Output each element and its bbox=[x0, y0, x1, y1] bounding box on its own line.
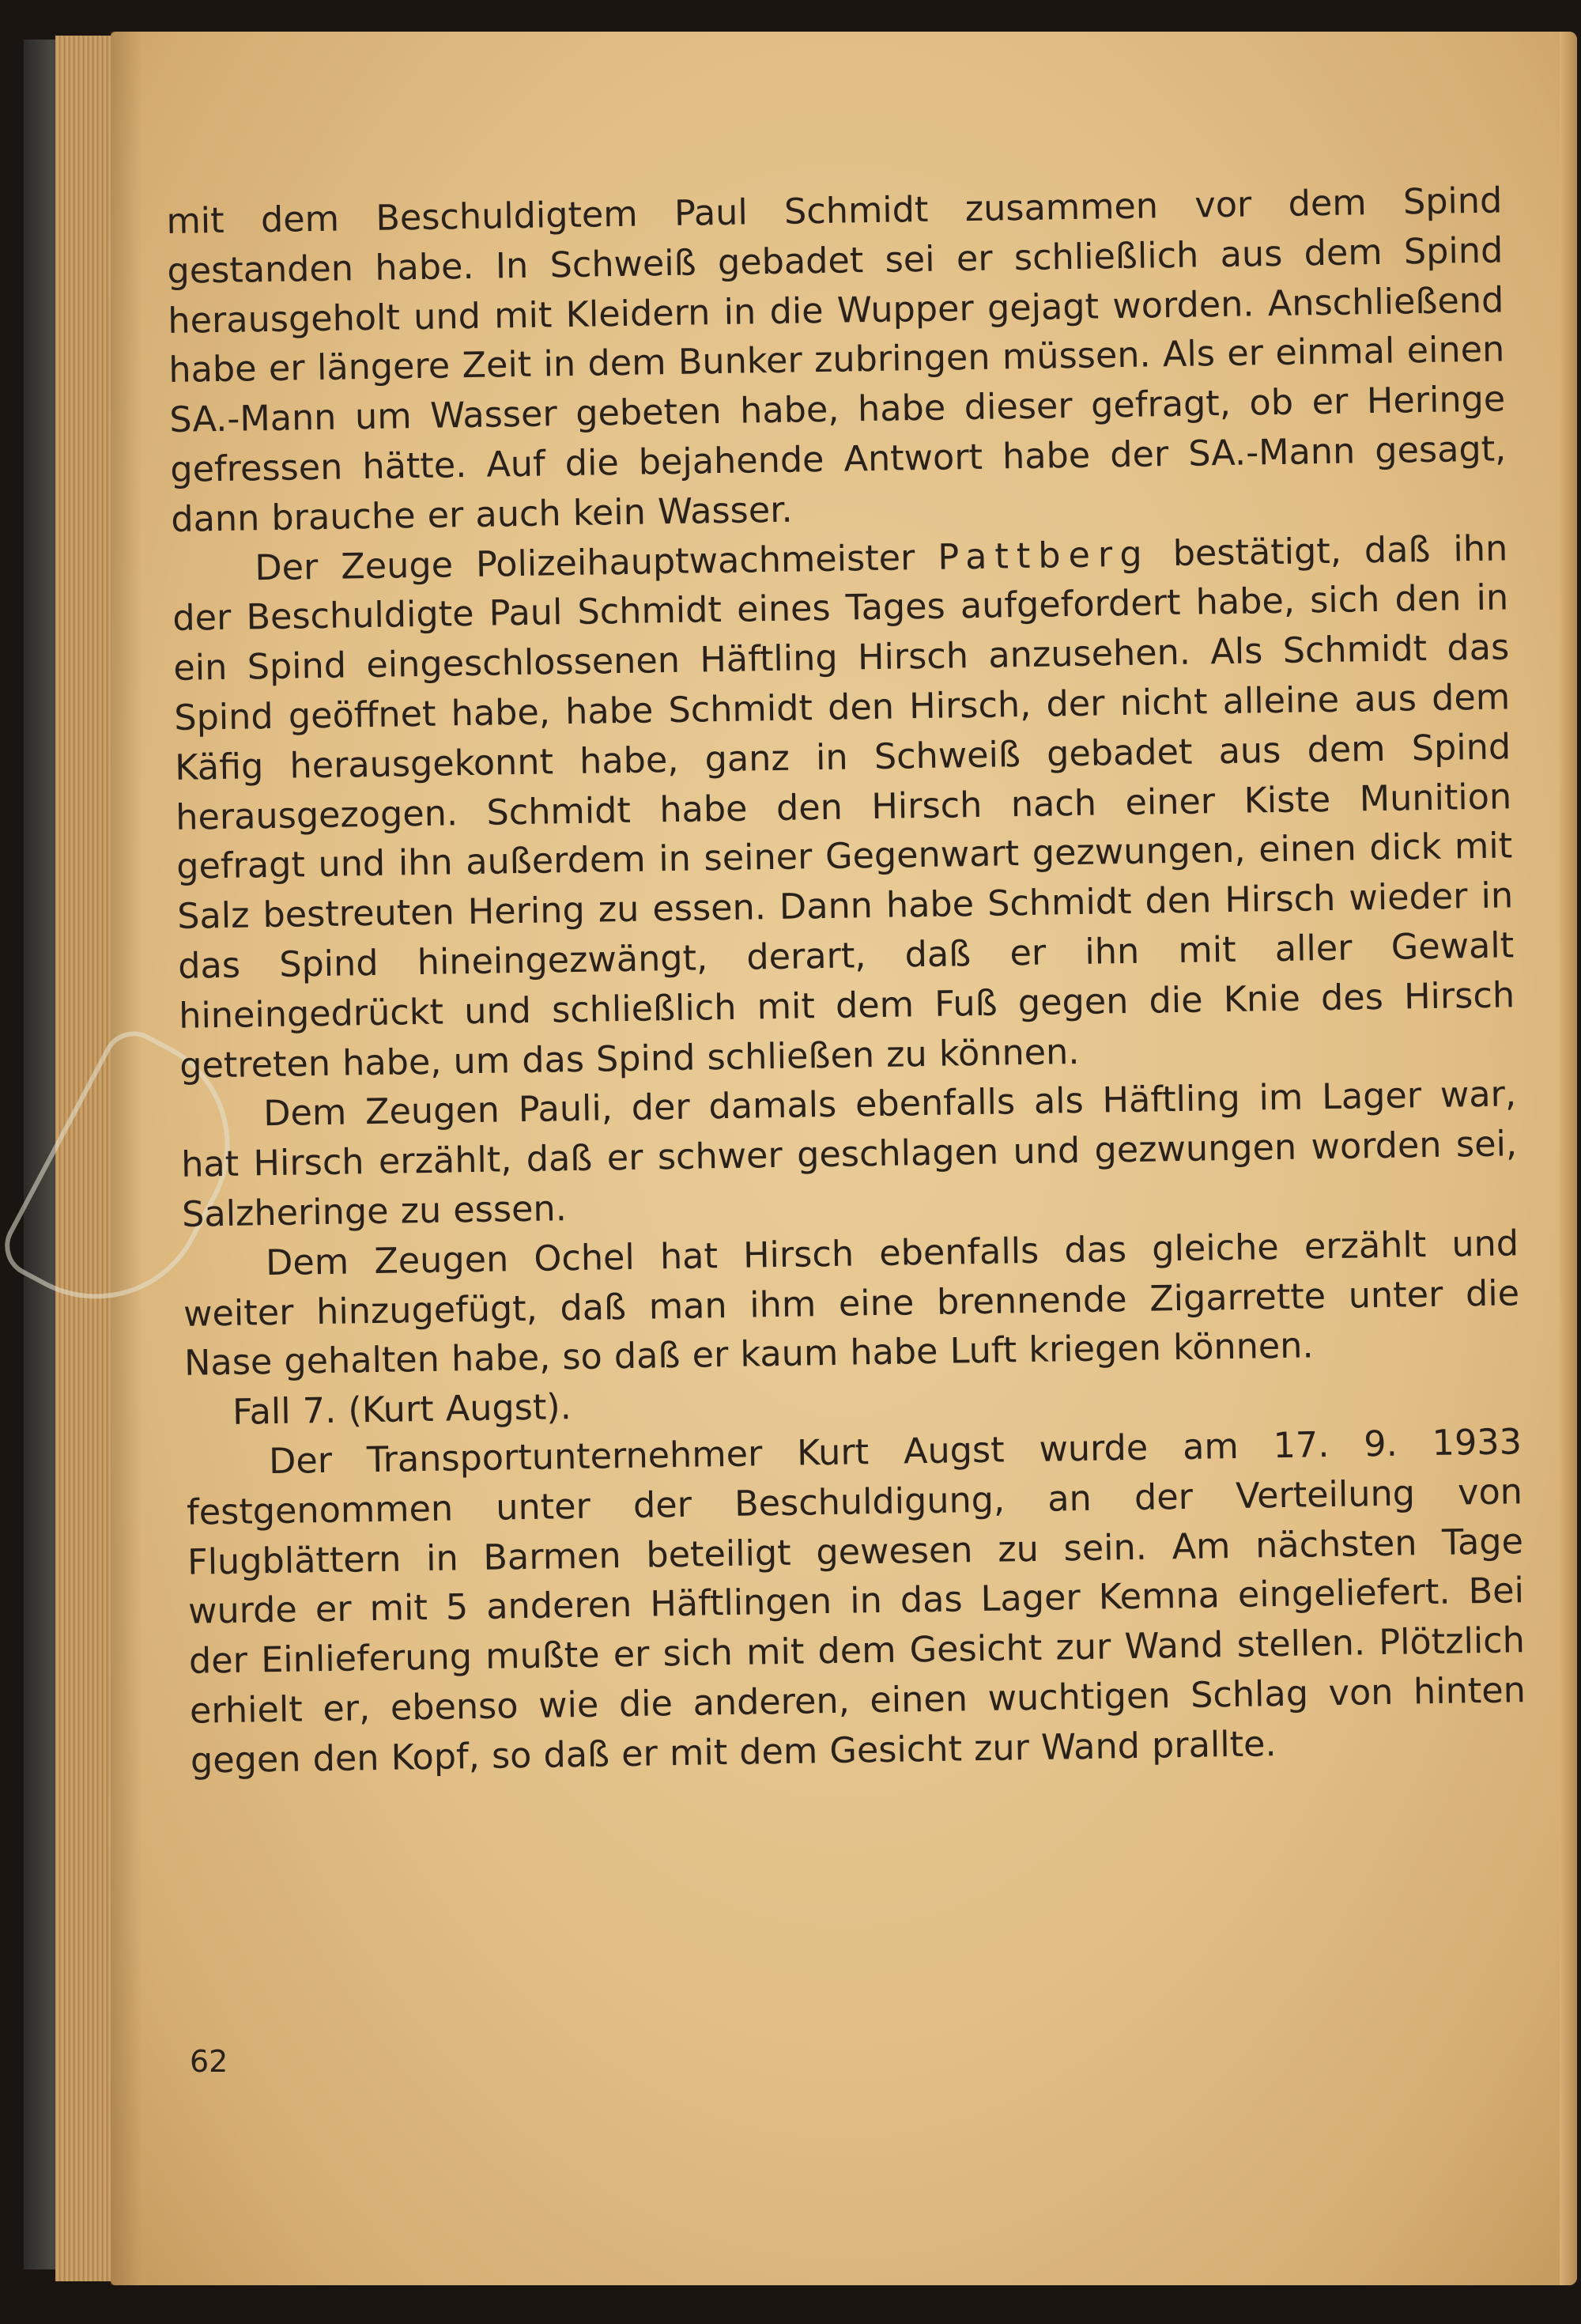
witness-name-pattberg: Pattberg bbox=[937, 534, 1151, 578]
paragraph-5: Der Transportunternehmer Kurt Augst wurde am 17. 9. 1933 festgenommen unter der Beschuldigung, an der Verteilung von Flugblättern in Barmen beteiligt gewesen zu sein. Am nächsten Tage wurde er mit 5 anderen Häftlingen in das Lager Kemna eingeliefert. Bei der Einlieferung mußte er sich mit dem Gesicht zur Wand stellen. Plötzlich erhielt er, ebenso wie die anderen, einen wuchtigen Schlag von hinten gegen den Kopf, so daß er mit dem Gesicht zur Wand prallte. bbox=[186, 1422, 1526, 1782]
gutter-shadow bbox=[111, 32, 142, 2285]
paragraph-2-rest: bestätigt, daß ihn der Beschuldigte Paul Schmidt eines Tages aufgefordert habe, sich den in ein Spind eingeschlossenen Häftling Hirsch anzusehen. Als Schmidt das Spind geöffnet habe, habe Schmidt den Hirsch, der nicht alleine aus dem Käfig herausgekonnt habe, ganz in Schweiß gebadet aus dem Spind herausgezogen. Schmidt habe den Hirsch nach einer Kiste Munition gefragt und ihn außerdem in seiner Gegenwart gezwungen, einen dick mit Salz bestreuten Hering zu essen. Dann habe Schmidt den Hirsch wieder in das Spind hineingezwängt, derart, daß er ihn mit aller Gewalt hineingedrückt und schließlich mit dem Fuß gegen die Knie des Hirsch getreten habe, um das Spind schließen zu können. bbox=[172, 527, 1515, 1086]
paragraph-4: Dem Zeugen Ochel hat Hirsch ebenfalls das gleiche erzählt und weiter hinzugefügt, daß man ihm eine brennende Zigarrette unter die Nase gehalten habe, so daß er kaum habe Luft kriegen können. bbox=[183, 1223, 1520, 1385]
paragraph-2-start: Der Zeuge Polizeihauptwachmeister bbox=[254, 537, 938, 588]
paragraph-1: mit dem Beschuldigtem Paul Schmidt zusammen vor dem Spind gestanden habe. In Schweiß gebadet sei er schließlich aus dem Spind herausgeholt und mit Kleidern in die Wupper gejagt worden. Anschließend habe er längere Zeit in dem Bunker zubringen müssen. Als er einmal einen SA.-Mann um Wasser gebeten habe, habe dieser gefragt, ob er Heringe gefressen hätte. Auf die bejahende Antwort habe der SA.-Mann gesagt, dann brauche er auch kein Wasser. bbox=[166, 180, 1507, 540]
paragraph-3: Dem Zeugen Pauli, der damals ebenfalls als Häftling im Lager war, hat Hirsch erzählt, daß er schwer geschlagen und gezwungen worden sei, Salzheringe zu essen. bbox=[180, 1074, 1518, 1235]
page-right-edge bbox=[1560, 32, 1577, 2285]
page-number: 62 bbox=[190, 2044, 228, 2079]
body-text bbox=[166, 176, 1526, 1786]
case-heading: Fall 7. (Kurt Augst). bbox=[232, 1387, 572, 1433]
paragraph-2 bbox=[172, 524, 1516, 1091]
